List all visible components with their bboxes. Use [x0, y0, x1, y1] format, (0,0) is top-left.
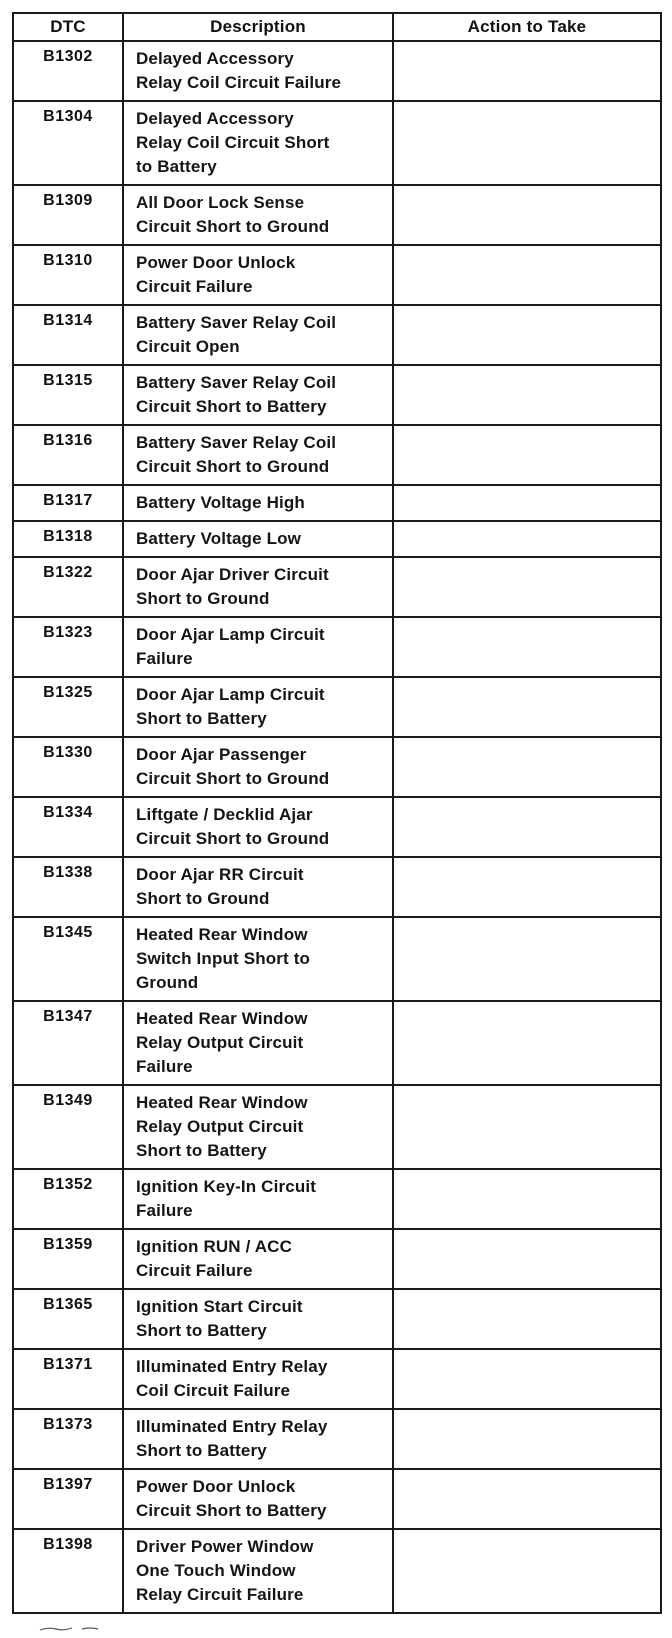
description-line: Relay Output Circuit [136, 1117, 304, 1136]
description-cell [123, 1529, 393, 1613]
description-cell [123, 1469, 393, 1529]
dtc-code-cell: B1304 [13, 101, 123, 185]
action-cell [393, 1469, 661, 1529]
description-line: Circuit Open [136, 337, 240, 356]
table-row [13, 1469, 661, 1529]
table-row [13, 1349, 661, 1409]
description-line: Ignition Start Circuit [136, 1297, 303, 1316]
table-row [13, 41, 661, 101]
description-cell [123, 677, 393, 737]
action-cell [393, 185, 661, 245]
dtc-code-cell: B1338 [13, 857, 123, 917]
dtc-code-cell: B1359 [13, 1229, 123, 1289]
action-cell [393, 1349, 661, 1409]
description-line: Circuit Failure [136, 277, 253, 296]
dtc-code-cell: B1316 [13, 425, 123, 485]
description-cell [123, 485, 393, 521]
header-action: Action to Take [393, 13, 661, 41]
header-dtc: DTC [13, 13, 123, 41]
dtc-code-cell: B1397 [13, 1469, 123, 1529]
description-line: Door Ajar Passenger [136, 745, 307, 764]
dtc-code-cell: B1334 [13, 797, 123, 857]
dtc-code-cell: B1373 [13, 1409, 123, 1469]
table-row [13, 857, 661, 917]
dtc-code-cell: B1322 [13, 557, 123, 617]
action-cell [393, 617, 661, 677]
description-cell [123, 1085, 393, 1169]
action-cell [393, 485, 661, 521]
dtc-code-cell: B1371 [13, 1349, 123, 1409]
dtc-code-cell: B1347 [13, 1001, 123, 1085]
table-row [13, 101, 661, 185]
description-line: All Door Lock Sense [136, 193, 305, 212]
description-line: Short to Ground [136, 589, 270, 608]
description-line: Circuit Short to Ground [136, 457, 330, 476]
description-line: Short to Battery [136, 1141, 267, 1160]
dtc-code-cell: B1365 [13, 1289, 123, 1349]
description-line: Door Ajar Driver Circuit [136, 565, 329, 584]
description-line: Circuit Short to Ground [136, 217, 330, 236]
description-line: Heated Rear Window [136, 925, 308, 944]
description-line: Coil Circuit Failure [136, 1381, 291, 1400]
description-cell [123, 1229, 393, 1289]
description-cell [123, 1001, 393, 1085]
description-line: Illuminated Entry Relay [136, 1417, 328, 1436]
table-row [13, 1085, 661, 1169]
description-line: Battery Saver Relay Coil [136, 313, 337, 332]
description-cell [123, 521, 393, 557]
dtc-code-cell: B1315 [13, 365, 123, 425]
description-cell [123, 797, 393, 857]
description-line: Ignition Key-In Circuit [136, 1177, 317, 1196]
description-cell [123, 557, 393, 617]
description-cell [123, 245, 393, 305]
table-row [13, 185, 661, 245]
description-line: Relay Coil Circuit Failure [136, 73, 342, 92]
dtc-code-cell: B1318 [13, 521, 123, 557]
table-row [13, 1001, 661, 1085]
description-cell [123, 41, 393, 101]
header-description: Description [123, 13, 393, 41]
action-cell [393, 521, 661, 557]
description-line: Circuit Short to Battery [136, 397, 327, 416]
table-header-row [13, 13, 661, 41]
description-line: Battery Saver Relay Coil [136, 433, 337, 452]
table-row [13, 1409, 661, 1469]
dtc-code-cell: B1314 [13, 305, 123, 365]
table-row [13, 305, 661, 365]
description-line: Battery Voltage Low [136, 529, 302, 548]
action-cell [393, 245, 661, 305]
description-cell [123, 1349, 393, 1409]
action-cell [393, 365, 661, 425]
description-line: Short to Ground [136, 889, 270, 908]
dtc-code-cell: B1325 [13, 677, 123, 737]
action-cell [393, 305, 661, 365]
table-row [13, 521, 661, 557]
description-cell [123, 737, 393, 797]
table-row [13, 917, 661, 1001]
action-cell [393, 737, 661, 797]
description-line: Liftgate / Decklid Ajar [136, 805, 313, 824]
dtc-code-cell: B1323 [13, 617, 123, 677]
table-row [13, 425, 661, 485]
action-cell [393, 1169, 661, 1229]
description-line: Delayed Accessory [136, 49, 294, 68]
description-cell [123, 1409, 393, 1469]
action-cell [393, 425, 661, 485]
description-line: Short to Battery [136, 1321, 267, 1340]
description-line: Door Ajar Lamp Circuit [136, 685, 325, 704]
action-cell [393, 797, 661, 857]
description-cell [123, 857, 393, 917]
description-cell [123, 365, 393, 425]
table-row [13, 797, 661, 857]
table-row [13, 677, 661, 737]
action-cell [393, 1085, 661, 1169]
table-row [13, 245, 661, 305]
dtc-code-cell: B1345 [13, 917, 123, 1001]
action-cell [393, 1409, 661, 1469]
description-line: Heated Rear Window [136, 1093, 308, 1112]
description-line: One Touch Window [136, 1561, 296, 1580]
table-row [13, 617, 661, 677]
action-cell [393, 1289, 661, 1349]
description-line: Door Ajar RR Circuit [136, 865, 304, 884]
description-line: Failure [136, 649, 193, 668]
table-row [13, 1169, 661, 1229]
action-cell [393, 917, 661, 1001]
description-line: Delayed Accessory [136, 109, 294, 128]
description-line: Battery Voltage High [136, 493, 305, 512]
description-line: Circuit Short to Ground [136, 829, 330, 848]
dtc-code-cell: B1352 [13, 1169, 123, 1229]
description-line: Circuit Short to Ground [136, 769, 330, 788]
description-line: Circuit Failure [136, 1261, 253, 1280]
description-line: Short to Battery [136, 709, 267, 728]
dtc-code-cell: B1398 [13, 1529, 123, 1613]
description-line: Power Door Unlock [136, 1477, 296, 1496]
dtc-code-cell: B1330 [13, 737, 123, 797]
description-line: Circuit Short to Battery [136, 1501, 327, 1520]
description-line: Door Ajar Lamp Circuit [136, 625, 325, 644]
description-line: Relay Circuit Failure [136, 1585, 304, 1604]
description-line: Relay Coil Circuit Short [136, 133, 330, 152]
description-cell [123, 1289, 393, 1349]
description-line: Ignition RUN / ACC [136, 1237, 292, 1256]
action-cell [393, 41, 661, 101]
description-line: Failure [136, 1201, 193, 1220]
description-line: Switch Input Short to [136, 949, 311, 968]
table-row [13, 557, 661, 617]
table-row [13, 1529, 661, 1613]
description-cell [123, 425, 393, 485]
description-cell [123, 1169, 393, 1229]
description-line: Relay Output Circuit [136, 1033, 304, 1052]
table-row [13, 737, 661, 797]
table-row [13, 1289, 661, 1349]
table-row [13, 1229, 661, 1289]
description-line: Battery Saver Relay Coil [136, 373, 337, 392]
description-line: Driver Power Window [136, 1537, 314, 1556]
footer-scan-mark [38, 1624, 118, 1632]
description-cell [123, 305, 393, 365]
description-cell [123, 185, 393, 245]
action-cell [393, 677, 661, 737]
description-line: Short to Battery [136, 1441, 267, 1460]
table-body [13, 41, 661, 1613]
description-line: Heated Rear Window [136, 1009, 308, 1028]
table-row [13, 485, 661, 521]
description-cell [123, 617, 393, 677]
description-line: Illuminated Entry Relay [136, 1357, 328, 1376]
dtc-code-cell: B1317 [13, 485, 123, 521]
dtc-code-cell: B1302 [13, 41, 123, 101]
action-cell [393, 857, 661, 917]
description-cell [123, 917, 393, 1001]
description-line: Failure [136, 1057, 193, 1076]
action-cell [393, 1529, 661, 1613]
description-line: to Battery [136, 157, 217, 176]
action-cell [393, 557, 661, 617]
action-cell [393, 101, 661, 185]
dtc-code-cell: B1349 [13, 1085, 123, 1169]
action-cell [393, 1229, 661, 1289]
description-line: Ground [136, 973, 199, 992]
description-cell [123, 101, 393, 185]
dtc-code-cell: B1309 [13, 185, 123, 245]
description-line: Power Door Unlock [136, 253, 296, 272]
table-row [13, 365, 661, 425]
dtc-code-cell: B1310 [13, 245, 123, 305]
action-cell [393, 1001, 661, 1085]
dtc-table [12, 12, 662, 1614]
